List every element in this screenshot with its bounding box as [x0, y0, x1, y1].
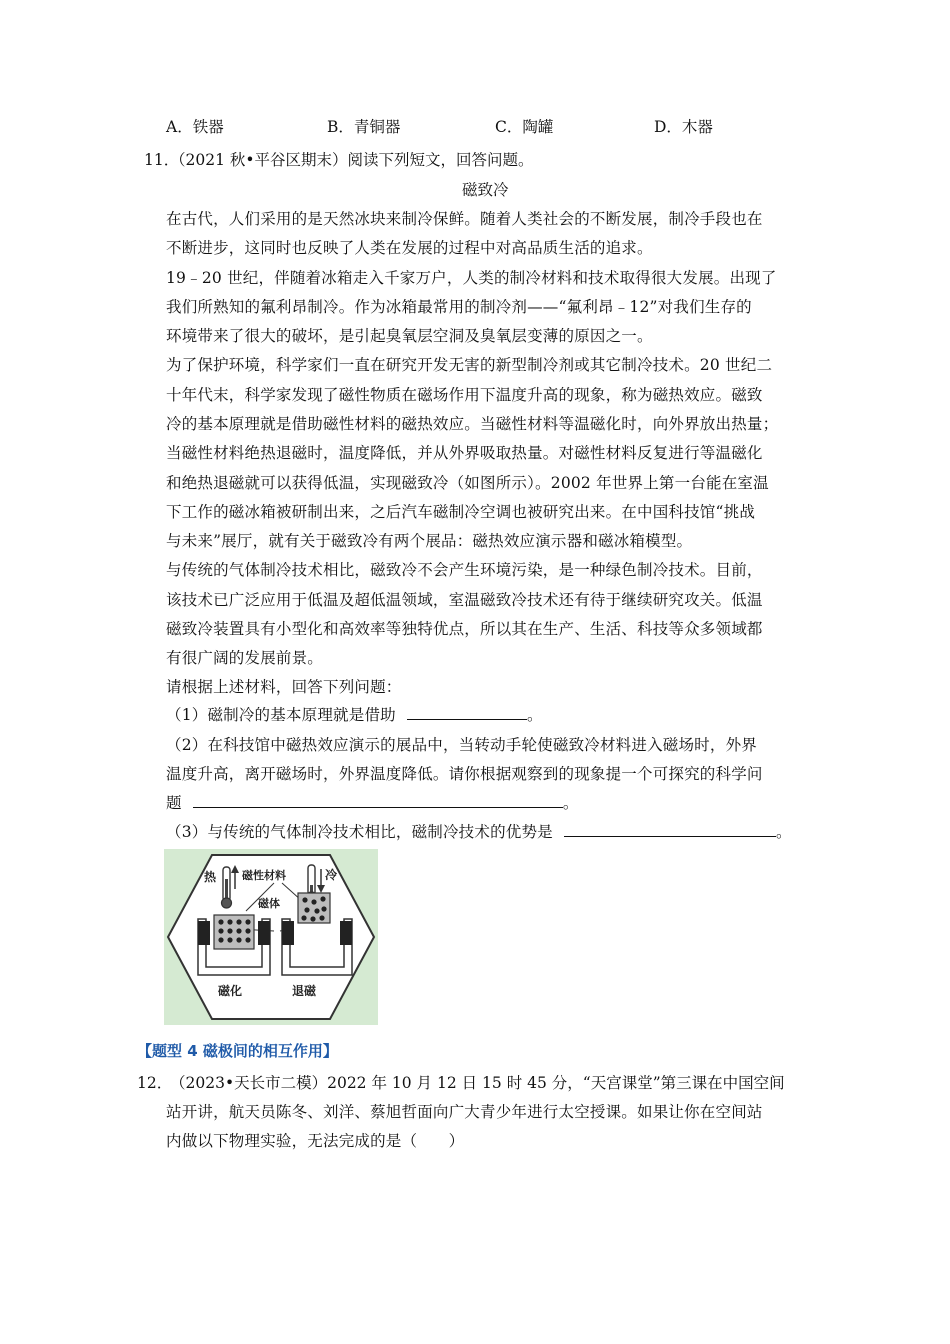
- option-c: C．陶罐: [495, 118, 554, 136]
- magnetic-cooling-diagram: [164, 849, 378, 1025]
- article-line: 十年代末，科学家发现了磁性物质在磁场作用下温度升高的现象，称为磁热效应。磁致: [166, 386, 763, 404]
- prompt-line: 请根据上述材料，回答下列问题：: [166, 678, 402, 696]
- sub-question-1-text: （1）磁制冷的基本原理就是借助: [166, 706, 396, 724]
- label-magnetize: 磁化: [218, 984, 243, 998]
- period: 。: [776, 823, 792, 841]
- magnetic-cooling-figure: [164, 849, 378, 1025]
- article-line: 在古代，人们采用的是天然冰块来制冷保鲜。随着人类社会的不断发展，制冷手段也在: [166, 210, 763, 228]
- article-line: 我们所熟知的氟利昂制冷。作为冰箱最常用的制冷剂——“氟利昂﹣12”对我们生存的: [166, 298, 752, 316]
- option-b: B．青铜器: [327, 118, 401, 136]
- label-cold: 冷: [325, 868, 338, 882]
- article-title: 磁致冷: [462, 181, 509, 199]
- question-line: 内做以下物理实验，无法完成的是（ ）: [166, 1132, 465, 1150]
- option-d: D．木器: [654, 118, 713, 136]
- article-line: 和绝热退磁就可以获得低温，实现磁致冷（如图所示）。2002 年世界上第一台能在室温: [166, 474, 769, 492]
- article-line: 为了保护环境，科学家们一直在研究开发无害的新型制冷剂或其它制冷技术。20 世纪二: [166, 356, 773, 374]
- question-number: 12．: [137, 1074, 173, 1092]
- question-line: 站开讲，航天员陈冬、刘洋、蔡旭哲面向广大青少年进行太空授课。如果让你在空间站: [166, 1103, 763, 1121]
- sub-question-3-text: （3）与传统的气体制冷技术相比，磁制冷技术的优势是: [166, 823, 553, 841]
- answer-blank-2[interactable]: [193, 793, 563, 808]
- option-a: A．铁器: [166, 118, 224, 136]
- article-line: 当磁性材料绝热退磁时，温度降低，并从外界吸取热量。对磁性材料反复进行等温磁化: [166, 444, 763, 462]
- label-magnetic-material: 磁性材料: [242, 869, 286, 882]
- label-hot: 热: [204, 870, 217, 884]
- period: 。: [527, 706, 543, 724]
- article-line: 下工作的磁冰箱被研制出来，之后汽车磁制冷空调也被研究出来。在中国科技馆“挑战: [166, 503, 756, 521]
- article-line: 环境带来了很大的破坏，是引起臭氧层空洞及臭氧层变薄的原因之一。: [166, 327, 653, 345]
- sub-question-2-line: 温度升高，离开磁场时，外界温度降低。请你根据观察到的现象提一个可探究的科学问: [166, 765, 763, 783]
- sub-question-1: [166, 703, 543, 725]
- sub-question-2-text: 题: [166, 794, 182, 812]
- answer-blank-1[interactable]: [407, 705, 527, 720]
- question-stem: （2021 秋•平谷区期末）阅读下列短文，回答问题。: [170, 151, 534, 169]
- sub-question-2-line: [166, 791, 579, 813]
- question-line: （2023•天长市二模）2022 年 10 月 12 日 15 时 45 分，“天宫课堂”第三课在中国空间: [170, 1074, 785, 1092]
- label-demagnetize: 退磁: [292, 984, 317, 998]
- section-heading: 【题型 4 磁极间的相互作用】: [137, 1042, 338, 1060]
- label-magnet: 磁体: [258, 897, 280, 910]
- article-line: 与传统的气体制冷技术相比，磁致冷不会产生环境污染，是一种绿色制冷技术。目前，: [166, 561, 763, 579]
- article-line: 磁致冷装置具有小型化和高效率等独特优点，所以其在生产、生活、科技等众多领域都: [166, 620, 763, 638]
- article-line: 冷的基本原理就是借助磁性材料的磁热效应。当磁性材料等温磁化时，向外界放出热量；: [166, 415, 779, 433]
- answer-blank-3[interactable]: [564, 822, 776, 837]
- article-line: 19﹣20 世纪，伴随着冰箱走入千家万户，人类的制冷材料和技术取得很大发展。出现了: [166, 269, 777, 287]
- period: 。: [562, 794, 579, 812]
- question-number: 11．: [144, 151, 180, 169]
- sub-question-3: [166, 820, 792, 842]
- article-line: 与未来”展厅，就有关于磁致冷有两个展品：磁热效应演示器和磁冰箱模型。: [166, 532, 693, 550]
- article-line: 不断进步，这同时也反映了人类在发展的过程中对高品质生活的追求。: [166, 239, 653, 257]
- article-line: 该技术已广泛应用于低温及超低温领域，室温磁致冷技术还有待于继续研究攻关。低温: [166, 591, 763, 609]
- sub-question-2-line: （2）在科技馆中磁热效应演示的展品中，当转动手轮使磁致冷材料进入磁场时，外界: [166, 736, 757, 754]
- article-line: 有很广阔的发展前景。: [166, 649, 324, 667]
